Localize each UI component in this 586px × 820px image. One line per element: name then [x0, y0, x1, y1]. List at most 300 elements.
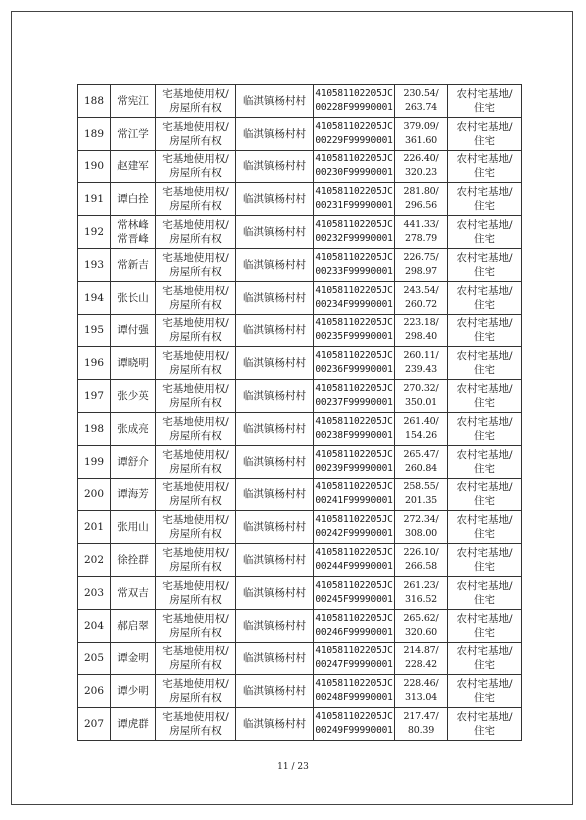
area-cell: [395, 380, 448, 413]
area-line: 298.97: [404, 265, 438, 277]
right-type-line: 宅基地使用权/: [162, 350, 229, 363]
area-line: 265.47/: [403, 448, 439, 460]
location-cell: 临淇镇杨村村: [236, 150, 314, 183]
location-cell: 临淇镇杨村村: [236, 117, 314, 150]
land-use-line: 住宅: [474, 692, 495, 705]
land-use-line: 住宅: [474, 167, 495, 180]
unit-code-cell: [314, 248, 395, 281]
unit-code-cell: [314, 576, 395, 609]
unit-code-cell: [314, 675, 395, 708]
unit-code-line: 00231F99990001: [315, 200, 393, 212]
land-use-line: 农村宅基地/: [456, 120, 513, 133]
owner-name-line: 徐拴群: [117, 554, 149, 567]
unit-code-line: 410581102205JC: [315, 350, 393, 362]
right-type-cell: [156, 511, 236, 544]
right-type-line: 房屋所有权: [169, 134, 222, 147]
unit-code-cell: [314, 216, 395, 249]
area-line: 296.56: [404, 200, 438, 212]
land-use-line: 农村宅基地/: [456, 448, 513, 461]
land-use-line: 农村宅基地/: [456, 350, 513, 363]
land-use-cell: [448, 216, 522, 249]
unit-code-cell: [314, 544, 395, 577]
owner-name-line: 张用山: [117, 521, 149, 534]
unit-code-line: 410581102205JC: [315, 711, 393, 723]
right-type-line: 房屋所有权: [169, 298, 222, 311]
row-number-cell: 205: [78, 642, 111, 675]
row-number-cell: 206: [78, 675, 111, 708]
area-line: 270.32/: [403, 383, 439, 395]
table-row: [78, 511, 522, 544]
area-line: 226.75/: [403, 251, 439, 263]
table-row: [78, 708, 522, 741]
unit-code-cell: [314, 609, 395, 642]
area-line: 258.55/: [403, 481, 439, 493]
unit-code-line: 00241F99990001: [315, 495, 393, 507]
land-use-line: 农村宅基地/: [456, 678, 513, 691]
owner-name-cell: [111, 478, 156, 511]
owner-name-cell: [111, 117, 156, 150]
area-cell: [395, 412, 448, 445]
land-use-line: 农村宅基地/: [456, 415, 513, 428]
unit-code-line: 00233F99990001: [315, 265, 393, 277]
right-type-line: 宅基地使用权/: [162, 448, 229, 461]
table-row: [78, 216, 522, 249]
table-row: [78, 675, 522, 708]
right-type-line: 宅基地使用权/: [162, 186, 229, 199]
owner-name-line: 张成亮: [117, 422, 149, 435]
land-use-line: 农村宅基地/: [456, 251, 513, 264]
table-row: [78, 281, 522, 314]
land-use-line: 住宅: [474, 528, 495, 541]
owner-name-cell: [111, 347, 156, 380]
row-number-cell: 193: [78, 248, 111, 281]
right-type-cell: [156, 708, 236, 741]
table-row: [78, 609, 522, 642]
right-type-line: 宅基地使用权/: [162, 481, 229, 494]
right-type-line: 房屋所有权: [169, 462, 222, 475]
right-type-line: 房屋所有权: [169, 429, 222, 442]
unit-code-cell: [314, 445, 395, 478]
land-use-cell: [448, 380, 522, 413]
unit-code-line: 00246F99990001: [315, 626, 393, 638]
owner-name-line: 谭白拴: [117, 193, 149, 206]
owner-name-line: 谭舒介: [117, 455, 149, 468]
area-cell: [395, 544, 448, 577]
right-type-line: 房屋所有权: [169, 561, 222, 574]
land-use-line: 住宅: [474, 593, 495, 606]
right-type-line: 房屋所有权: [169, 364, 222, 377]
land-use-cell: [448, 609, 522, 642]
owner-name-line: 谭少明: [117, 685, 149, 698]
table-row: [78, 412, 522, 445]
land-use-line: 住宅: [474, 233, 495, 246]
unit-code-line: 00239F99990001: [315, 462, 393, 474]
location-cell: 临淇镇杨村村: [236, 445, 314, 478]
land-use-line: 农村宅基地/: [456, 514, 513, 527]
owner-name-cell: [111, 675, 156, 708]
owner-name-cell: [111, 708, 156, 741]
location-cell: 临淇镇杨村村: [236, 576, 314, 609]
land-use-cell: [448, 314, 522, 347]
unit-code-line: 00237F99990001: [315, 397, 393, 409]
unit-code-cell: [314, 642, 395, 675]
land-use-cell: [448, 511, 522, 544]
area-cell: [395, 511, 448, 544]
unit-code-line: 00228F99990001: [315, 101, 393, 113]
unit-code-cell: [314, 314, 395, 347]
table-row: [78, 314, 522, 347]
area-cell: [395, 150, 448, 183]
unit-code-line: 00232F99990001: [315, 233, 393, 245]
table-row: [78, 380, 522, 413]
right-type-line: 宅基地使用权/: [162, 120, 229, 133]
unit-code-line: 00238F99990001: [315, 429, 393, 441]
owner-name-line: 谭付强: [117, 324, 149, 337]
land-use-cell: [448, 281, 522, 314]
right-type-line: 宅基地使用权/: [162, 251, 229, 264]
table-row: [78, 183, 522, 216]
area-line: 201.35: [404, 495, 438, 507]
table-row: [78, 117, 522, 150]
area-line: 313.04: [404, 692, 438, 704]
owner-name-line: 常宪江: [117, 94, 149, 107]
right-type-line: 房屋所有权: [169, 528, 222, 541]
land-use-cell: [448, 544, 522, 577]
location-cell: 临淇镇杨村村: [236, 281, 314, 314]
owner-name-cell: [111, 609, 156, 642]
land-use-line: 住宅: [474, 561, 495, 574]
table-row: [78, 544, 522, 577]
land-use-line: 住宅: [474, 101, 495, 114]
owner-name-cell: [111, 314, 156, 347]
unit-code-line: 00234F99990001: [315, 298, 393, 310]
right-type-line: 房屋所有权: [169, 725, 222, 738]
land-use-cell: [448, 412, 522, 445]
land-use-line: 农村宅基地/: [456, 711, 513, 724]
land-use-line: 农村宅基地/: [456, 547, 513, 560]
land-use-line: 住宅: [474, 397, 495, 410]
unit-code-line: 410581102205JC: [315, 186, 393, 198]
unit-code-line: 410581102205JC: [315, 612, 393, 624]
area-line: 266.58: [404, 561, 438, 573]
owner-name-line: 常新吉: [117, 258, 149, 271]
unit-code-line: 410581102205JC: [315, 415, 393, 427]
row-number-cell: 196: [78, 347, 111, 380]
area-cell: [395, 314, 448, 347]
area-line: 263.74: [404, 101, 438, 113]
owner-name-line: 常江学: [117, 127, 149, 140]
area-line: 261.23/: [403, 579, 439, 591]
right-type-line: 房屋所有权: [169, 495, 222, 508]
right-type-cell: [156, 576, 236, 609]
location-cell: 临淇镇杨村村: [236, 642, 314, 675]
table-row: [78, 576, 522, 609]
area-line: 226.10/: [403, 547, 439, 559]
location-cell: 临淇镇杨村村: [236, 544, 314, 577]
right-type-cell: [156, 412, 236, 445]
owner-name-line: 张长山: [117, 291, 149, 304]
land-use-line: 住宅: [474, 364, 495, 377]
right-type-cell: [156, 544, 236, 577]
land-use-cell: [448, 576, 522, 609]
right-type-line: 宅基地使用权/: [162, 612, 229, 625]
unit-code-line: 410581102205JC: [315, 645, 393, 657]
right-type-line: 房屋所有权: [169, 200, 222, 213]
area-line: 320.60: [404, 626, 438, 638]
land-use-line: 农村宅基地/: [456, 383, 513, 396]
area-line: 361.60: [404, 134, 438, 146]
unit-code-line: 00244F99990001: [315, 561, 393, 573]
land-use-line: 住宅: [474, 626, 495, 639]
area-line: 223.18/: [403, 317, 439, 329]
owner-name-line: 郝启翠: [117, 619, 149, 632]
row-number-cell: 191: [78, 183, 111, 216]
right-type-line: 宅基地使用权/: [162, 87, 229, 100]
table-row: [78, 150, 522, 183]
unit-code-line: 410581102205JC: [315, 579, 393, 591]
land-use-cell: [448, 183, 522, 216]
right-type-cell: [156, 675, 236, 708]
right-type-cell: [156, 445, 236, 478]
area-cell: [395, 216, 448, 249]
land-use-line: 农村宅基地/: [456, 612, 513, 625]
area-line: 272.34/: [403, 514, 439, 526]
right-type-line: 宅基地使用权/: [162, 153, 229, 166]
right-type-cell: [156, 478, 236, 511]
area-cell: [395, 576, 448, 609]
area-line: 260.72: [404, 298, 438, 310]
right-type-line: 房屋所有权: [169, 659, 222, 672]
area-line: 379.09/: [403, 120, 439, 132]
right-type-cell: [156, 281, 236, 314]
right-type-line: 房屋所有权: [169, 233, 222, 246]
owner-name-line: 谭金明: [117, 652, 149, 665]
table-row: [78, 642, 522, 675]
land-use-cell: [448, 445, 522, 478]
area-cell: [395, 85, 448, 118]
right-type-cell: [156, 183, 236, 216]
unit-code-line: 00242F99990001: [315, 528, 393, 540]
registration-table: [77, 84, 522, 741]
owner-name-cell: [111, 183, 156, 216]
table-row: [78, 347, 522, 380]
area-line: 441.33/: [403, 219, 439, 231]
right-type-line: 宅基地使用权/: [162, 219, 229, 232]
land-use-cell: [448, 85, 522, 118]
land-use-cell: [448, 117, 522, 150]
owner-name-line: 常晋峰: [117, 233, 149, 246]
row-number-cell: 200: [78, 478, 111, 511]
right-type-line: 宅基地使用权/: [162, 579, 229, 592]
unit-code-cell: [314, 85, 395, 118]
owner-name-cell: [111, 511, 156, 544]
right-type-cell: [156, 609, 236, 642]
row-number-cell: 202: [78, 544, 111, 577]
unit-code-cell: [314, 150, 395, 183]
land-use-line: 农村宅基地/: [456, 481, 513, 494]
unit-code-line: 410581102205JC: [315, 481, 393, 493]
area-line: 320.23: [404, 167, 438, 179]
land-use-line: 农村宅基地/: [456, 219, 513, 232]
unit-code-line: 00236F99990001: [315, 364, 393, 376]
owner-name-cell: [111, 281, 156, 314]
row-number-cell: 192: [78, 216, 111, 249]
row-number-cell: 207: [78, 708, 111, 741]
right-type-line: 宅基地使用权/: [162, 317, 229, 330]
location-cell: 临淇镇杨村村: [236, 708, 314, 741]
unit-code-cell: [314, 380, 395, 413]
location-cell: 临淇镇杨村村: [236, 675, 314, 708]
right-type-line: 房屋所有权: [169, 331, 222, 344]
unit-code-line: 410581102205JC: [315, 120, 393, 132]
area-line: 226.40/: [403, 153, 439, 165]
right-type-cell: [156, 380, 236, 413]
land-use-line: 农村宅基地/: [456, 186, 513, 199]
row-number-cell: 190: [78, 150, 111, 183]
table-row: [78, 85, 522, 118]
owner-name-cell: [111, 445, 156, 478]
land-use-line: 农村宅基地/: [456, 87, 513, 100]
right-type-cell: [156, 85, 236, 118]
area-line: 230.54/: [403, 87, 439, 99]
area-cell: [395, 183, 448, 216]
right-type-line: 宅基地使用权/: [162, 383, 229, 396]
right-type-cell: [156, 216, 236, 249]
right-type-line: 房屋所有权: [169, 167, 222, 180]
unit-code-line: 410581102205JC: [315, 284, 393, 296]
area-line: 239.43: [404, 364, 438, 376]
unit-code-cell: [314, 117, 395, 150]
location-cell: 临淇镇杨村村: [236, 183, 314, 216]
right-type-line: 宅基地使用权/: [162, 284, 229, 297]
right-type-cell: [156, 642, 236, 675]
land-use-line: 住宅: [474, 298, 495, 311]
land-use-line: 住宅: [474, 495, 495, 508]
right-type-line: 宅基地使用权/: [162, 415, 229, 428]
row-number-cell: 188: [78, 85, 111, 118]
location-cell: 临淇镇杨村村: [236, 248, 314, 281]
unit-code-cell: [314, 708, 395, 741]
right-type-line: 房屋所有权: [169, 593, 222, 606]
area-line: 260.84: [404, 462, 438, 474]
area-cell: [395, 445, 448, 478]
location-cell: 临淇镇杨村村: [236, 347, 314, 380]
unit-code-line: 410581102205JC: [315, 514, 393, 526]
land-use-line: 住宅: [474, 429, 495, 442]
area-cell: [395, 642, 448, 675]
unit-code-line: 410581102205JC: [315, 317, 393, 329]
row-number-cell: 199: [78, 445, 111, 478]
land-use-line: 农村宅基地/: [456, 284, 513, 297]
land-use-cell: [448, 675, 522, 708]
owner-name-cell: [111, 85, 156, 118]
area-line: 265.62/: [403, 612, 439, 624]
right-type-cell: [156, 248, 236, 281]
area-line: 214.87/: [403, 645, 439, 657]
area-cell: [395, 347, 448, 380]
land-use-cell: [448, 642, 522, 675]
owner-name-line: 谭虎群: [117, 718, 149, 731]
location-cell: 临淇镇杨村村: [236, 216, 314, 249]
unit-code-cell: [314, 511, 395, 544]
registration-table-body: [78, 85, 522, 741]
unit-code-cell: [314, 281, 395, 314]
unit-code-line: 00229F99990001: [315, 134, 393, 146]
area-line: 316.52: [404, 593, 438, 605]
unit-code-cell: [314, 412, 395, 445]
land-use-cell: [448, 708, 522, 741]
owner-name-cell: [111, 216, 156, 249]
land-use-line: 住宅: [474, 331, 495, 344]
land-use-cell: [448, 150, 522, 183]
right-type-line: 宅基地使用权/: [162, 547, 229, 560]
unit-code-line: 410581102205JC: [315, 448, 393, 460]
unit-code-line: 410581102205JC: [315, 547, 393, 559]
location-cell: 临淇镇杨村村: [236, 478, 314, 511]
row-number-cell: 198: [78, 412, 111, 445]
land-use-line: 住宅: [474, 265, 495, 278]
area-line: 350.01: [404, 397, 438, 409]
owner-name-cell: [111, 642, 156, 675]
right-type-line: 房屋所有权: [169, 101, 222, 114]
land-use-line: 住宅: [474, 200, 495, 213]
row-number-cell: 194: [78, 281, 111, 314]
land-use-line: 农村宅基地/: [456, 645, 513, 658]
right-type-line: 房屋所有权: [169, 265, 222, 278]
owner-name-cell: [111, 576, 156, 609]
table-row: [78, 478, 522, 511]
unit-code-line: 00245F99990001: [315, 593, 393, 605]
unit-code-line: 00230F99990001: [315, 167, 393, 179]
area-cell: [395, 281, 448, 314]
owner-name-line: 赵建军: [117, 160, 149, 173]
right-type-line: 房屋所有权: [169, 626, 222, 639]
land-use-line: 住宅: [474, 725, 495, 738]
unit-code-line: 00235F99990001: [315, 331, 393, 343]
table-row: [78, 248, 522, 281]
unit-code-line: 410581102205JC: [315, 219, 393, 231]
land-use-cell: [448, 347, 522, 380]
area-cell: [395, 609, 448, 642]
unit-code-line: 00249F99990001: [315, 725, 393, 737]
right-type-line: 宅基地使用权/: [162, 645, 229, 658]
location-cell: 临淇镇杨村村: [236, 412, 314, 445]
unit-code-line: 00248F99990001: [315, 692, 393, 704]
unit-code-line: 00247F99990001: [315, 659, 393, 671]
owner-name-cell: [111, 150, 156, 183]
land-use-line: 住宅: [474, 462, 495, 475]
owner-name-line: 张少英: [117, 390, 149, 403]
right-type-line: 房屋所有权: [169, 692, 222, 705]
land-use-line: 农村宅基地/: [456, 153, 513, 166]
area-line: 228.46/: [403, 678, 439, 690]
right-type-line: 宅基地使用权/: [162, 514, 229, 527]
row-number-cell: 189: [78, 117, 111, 150]
owner-name-line: 常双吉: [117, 586, 149, 599]
unit-code-line: 410581102205JC: [315, 87, 393, 99]
owner-name-line: 谭晓明: [117, 357, 149, 370]
area-line: 217.47/: [403, 711, 439, 723]
location-cell: 临淇镇杨村村: [236, 85, 314, 118]
area-line: 261.40/: [403, 415, 439, 427]
right-type-cell: [156, 314, 236, 347]
land-use-line: 住宅: [474, 659, 495, 672]
area-line: 154.26: [404, 429, 438, 441]
right-type-line: 宅基地使用权/: [162, 678, 229, 691]
row-number-cell: 203: [78, 576, 111, 609]
area-line: 80.39: [407, 725, 435, 737]
land-use-line: 农村宅基地/: [456, 317, 513, 330]
